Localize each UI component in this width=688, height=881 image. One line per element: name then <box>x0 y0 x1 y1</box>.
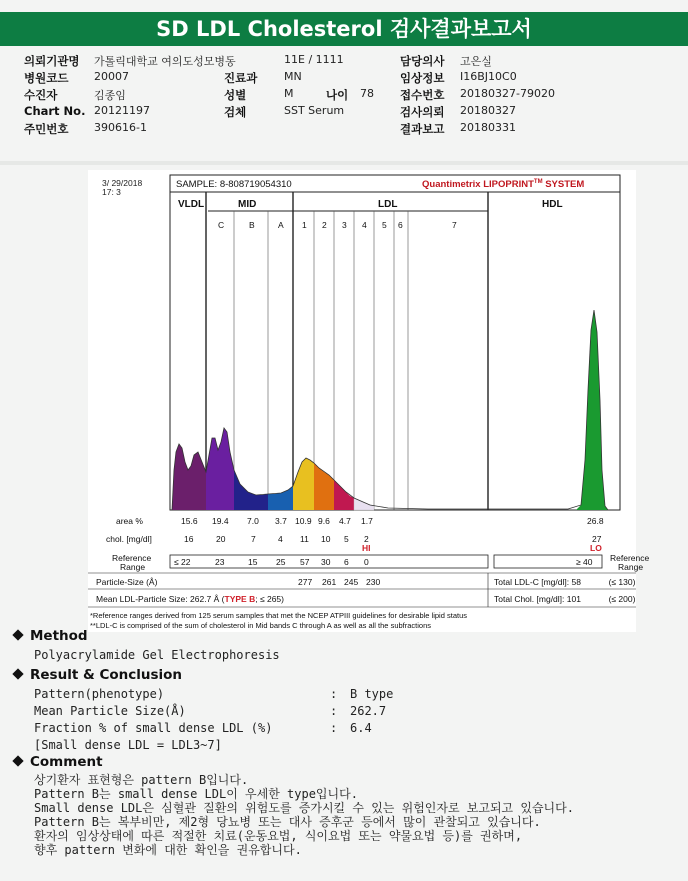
clinical-value: I16BJ10C0 <box>460 70 517 83</box>
receipt-value: 20180327-79020 <box>460 87 555 100</box>
institution-label: 의뢰기관명 <box>24 54 80 68</box>
brand-label <box>422 179 584 190</box>
sex-label: 성별 <box>224 88 247 102</box>
sub-mid-c: C <box>218 220 225 230</box>
sub-mid-a: A <box>278 220 284 230</box>
area-row <box>116 516 604 526</box>
dept-value: MN <box>284 70 302 83</box>
area-ldl-2: 9.6 <box>318 516 330 526</box>
sub-separators <box>234 211 408 510</box>
area-ldl-1: 10.9 <box>295 516 312 526</box>
particle-ldl-4: 230 <box>366 577 381 587</box>
mean-size-label: Mean LDL-Particle Size: 262.7 Å ( <box>96 594 225 604</box>
report-title: SD LDL Cholesterol 검사결과보고서 <box>0 12 688 46</box>
mean-size <box>96 594 284 604</box>
method-heading-text: Method <box>30 628 88 644</box>
chol-mid-a: 4 <box>278 534 283 544</box>
comment-line: 환자의 임상상태에 따른 적절한 치료(운동요법, 식이요법 또는 약물요법 등)를 권하며, <box>34 829 523 843</box>
total-chol-ref: (≤ 200) <box>608 594 636 604</box>
result-colon: : <box>330 687 338 701</box>
footnote-2: **LDL-C is comprised of the sum of cholesterol in Mid bands C through A as well as all the subfractions <box>90 621 432 630</box>
chol-vldl: 16 <box>184 534 194 544</box>
sample-label: SAMPLE: 8-808719054310 <box>176 179 292 190</box>
ldl-1-peak <box>293 458 314 510</box>
ref-ldl-4: 0 <box>364 557 369 567</box>
mean-size-type: TYPE B <box>224 594 256 604</box>
request-value: 20180327 <box>460 104 516 117</box>
chol-row <box>106 534 602 553</box>
brand-name: Quantimetrix LIPOPRINT <box>422 179 534 190</box>
comment-line: Small dense LDL은 심혈관 질환의 위험도를 증가시킬 수 있는 위험인자로 보고되고 있습니다. <box>34 801 574 815</box>
ref-hdl: ≥ 40 <box>576 557 593 567</box>
comment-heading-text: Comment <box>30 754 103 770</box>
ref-mid-c: 23 <box>215 557 225 567</box>
band-vldl: VLDL <box>178 199 205 210</box>
area-mid-a: 3.7 <box>275 516 287 526</box>
chol-mid-c: 20 <box>216 534 226 544</box>
sub-mid-b: B <box>249 220 255 230</box>
chol-ldl-1: 11 <box>300 534 309 544</box>
dept-label: 진료과 <box>224 71 258 85</box>
band-mid: MID <box>238 199 257 210</box>
specimen-value: SST Serum <box>284 104 345 117</box>
sub-ldl-5: 5 <box>382 220 387 230</box>
brand-tm: TM <box>533 179 543 185</box>
id-value: 390616-1 <box>94 121 147 134</box>
total-ldl: Total LDL-C [mg/dl]: 58 <box>494 577 581 587</box>
result-value-fraction: 6.4 <box>350 721 372 735</box>
ref-right-2: Range <box>618 562 644 572</box>
chol-label: chol. [mg/dl] <box>106 534 152 544</box>
comment-line: Pattern B는 복부비만, 제2형 당뇨병 또는 대사 증후군 등에서 많이 관찰되고 있습니다. <box>34 815 541 829</box>
sub-ldl-3: 3 <box>342 220 347 230</box>
ref-mid-b: 15 <box>248 557 258 567</box>
ldl-2-peak <box>314 463 334 510</box>
particle-row <box>96 577 636 587</box>
ref-label-2: Range <box>120 562 146 572</box>
doctor-value: 고은실 <box>460 55 492 68</box>
patient-info <box>24 53 674 138</box>
ref-label-1: Reference <box>112 553 152 563</box>
area-vldl: 15.6 <box>181 516 198 526</box>
diamond-bullet-icon <box>12 629 23 640</box>
receipt-label: 접수번호 <box>400 88 445 102</box>
report-date-label: 결과보고 <box>400 122 445 136</box>
chol-ldl-2: 10 <box>321 534 331 544</box>
brand-system: SYSTEM <box>542 179 585 190</box>
lipoprint-chart <box>88 170 650 632</box>
chol-mid-b: 7 <box>251 534 256 544</box>
total-ldl-ref: (≤ 130) <box>608 577 636 587</box>
doctor-label: 담당의사 <box>400 54 445 68</box>
comment-line: Pattern B는 small dense LDL이 우세한 type입니다. <box>34 787 358 801</box>
result-note: [Small dense LDL = LDL3~7] <box>34 738 222 752</box>
print-time: 17: 3 <box>102 187 121 197</box>
result-label-size: Mean Particle Size(Å) <box>34 704 186 718</box>
area-mid-c: 19.4 <box>212 516 229 526</box>
hospital-code-label: 병원코드 <box>24 71 69 85</box>
chol-hdl: 27 <box>592 534 602 544</box>
sub-ldl-2: 2 <box>322 220 327 230</box>
particle-ldl-3: 245 <box>344 577 359 587</box>
result-heading <box>14 667 182 683</box>
hi-flag: HI <box>362 543 371 553</box>
footnote-1: *Reference ranges derived from 125 serum samples that met the NCEP ATPIII guidelines for desirable lipid status <box>90 611 467 620</box>
patient-label: 수진자 <box>24 88 58 102</box>
method-heading <box>14 628 88 644</box>
sub-band-labels <box>218 220 457 230</box>
sub-ldl-6: 6 <box>398 220 403 230</box>
mid-b-peak <box>234 470 268 510</box>
lo-flag: LO <box>590 543 602 553</box>
sub-ldl-4: 4 <box>362 220 367 230</box>
area-hdl: 26.8 <box>587 516 604 526</box>
request-label: 검사의뢰 <box>400 105 445 119</box>
band-hdl: HDL <box>542 199 563 210</box>
mean-row <box>96 594 636 604</box>
particle-ldl-1: 277 <box>298 577 313 587</box>
method-text: Polyacrylamide Gel Electrophoresis <box>34 648 280 662</box>
particle-label: Particle-Size (Å) <box>96 577 158 587</box>
vldl-peak <box>172 444 206 510</box>
patient-value: 김종임 <box>94 89 126 102</box>
chart-label: Chart No. <box>24 104 86 118</box>
total-chol: Total Chol. [mg/dl]: 101 <box>494 594 581 604</box>
ref-ldl-1: 57 <box>300 557 310 567</box>
area-ldl-4: 1.7 <box>361 516 373 526</box>
sub-ldl-7: 7 <box>452 220 457 230</box>
result-value-pattern: B type <box>350 687 394 701</box>
ref-right-1: Reference <box>610 553 650 563</box>
result-label-pattern: Pattern(phenotype) <box>34 687 165 701</box>
specimen-label: 검체 <box>224 105 247 119</box>
chart-value: 20121197 <box>94 104 150 117</box>
ref-mid-a: 25 <box>276 557 286 567</box>
hospital-code-value: 20007 <box>94 70 129 83</box>
particle-ldl-2: 261 <box>322 577 337 587</box>
ref-ldl-2: 30 <box>321 557 331 567</box>
result-heading-text: Result & Conclusion <box>30 667 183 683</box>
report-date-value: 20180331 <box>460 121 516 134</box>
area-label: area % <box>116 516 143 526</box>
clinical-label: 임상정보 <box>400 71 445 85</box>
mid-c-peak <box>206 428 234 510</box>
diamond-bullet-icon <box>12 668 23 679</box>
sub-ldl-1: 1 <box>302 220 307 230</box>
institution-value: 가톨릭대학교 여의도성모병동 <box>94 55 236 68</box>
lipoprint-report <box>88 170 650 632</box>
ref-ldl-3: 6 <box>344 557 349 567</box>
result-colon: : <box>330 721 338 735</box>
ref-vldl: ≤ 22 <box>174 557 191 567</box>
chol-ldl-4: 2 <box>364 534 369 544</box>
area-ldl-3: 4.7 <box>339 516 351 526</box>
age-value: 78 <box>360 87 374 100</box>
chol-ldl-3: 5 <box>344 534 349 544</box>
comment-heading <box>14 754 103 770</box>
divider <box>0 161 688 165</box>
sex-value: M <box>284 87 294 100</box>
comment-line: 상기환자 표현형은 pattern B입니다. <box>34 773 249 787</box>
ldl-3-peak <box>334 480 354 510</box>
diamond-bullet-icon <box>12 755 23 766</box>
comment-line: 향후 pattern 변화에 대한 확인을 권유합니다. <box>34 843 302 857</box>
area-mid-b: 7.0 <box>247 516 259 526</box>
band-ldl: LDL <box>378 199 398 210</box>
id-label: 주민번호 <box>24 122 69 136</box>
mid-a-peak <box>268 486 293 510</box>
print-date: 3/ 29/2018 <box>102 178 143 188</box>
ldl-4-peak <box>354 498 374 510</box>
ward-value: 11E / 1111 <box>284 53 344 66</box>
plot-frame <box>170 175 620 510</box>
result-label-fraction: Fraction % of small dense LDL (%) <box>34 721 273 735</box>
mean-size-ref: ; ≤ 265) <box>255 594 284 604</box>
result-colon: : <box>330 704 338 718</box>
age-label: 나이 <box>326 88 349 102</box>
band-separators <box>206 192 488 510</box>
result-value-size: 262.7 <box>350 704 387 718</box>
